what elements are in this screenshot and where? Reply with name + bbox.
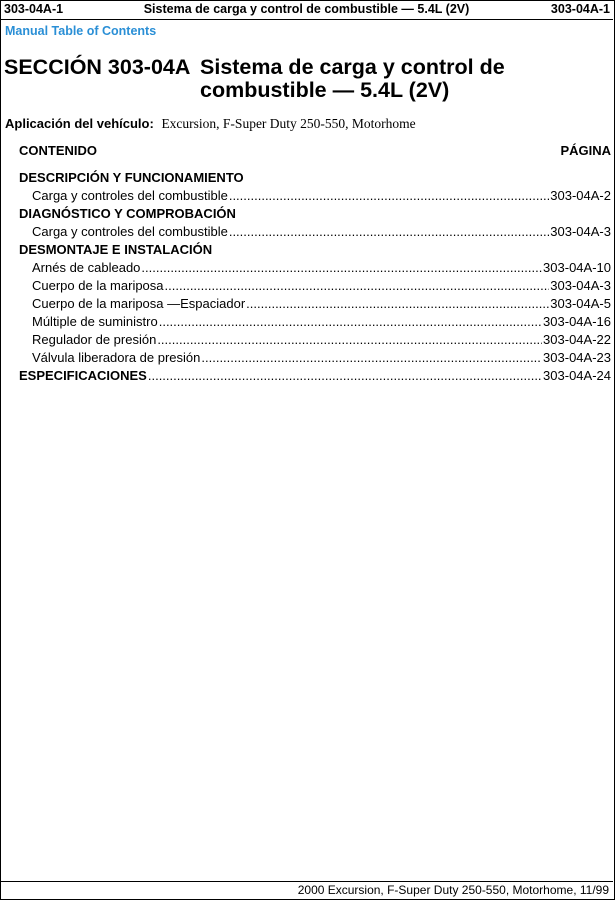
- header-title: Sistema de carga y control de combustible — 5.4L (2V): [143, 2, 470, 16]
- toc-entry[interactable]: [19, 331, 611, 349]
- toc-entry-label: Regulador de presión: [32, 332, 157, 347]
- header-page-right: 303-04A-1: [550, 2, 610, 16]
- page-header: [0, 0, 613, 20]
- toc-entry-page: 303-04A-3: [550, 278, 611, 293]
- toc-entry-page: 303-04A-23: [543, 350, 611, 365]
- toc-entry-page: 303-04A-5: [550, 296, 611, 311]
- toc-entry-label: Válvula liberadora de presión: [32, 350, 201, 365]
- vehicle-application: [5, 116, 416, 132]
- group-title-desmontaje: DESMONTAJE E INSTALACIÓN: [19, 242, 213, 257]
- toc-entry[interactable]: [19, 223, 611, 241]
- dot-leader: [246, 295, 549, 313]
- contents-header: [19, 143, 611, 163]
- page-footer: 2000 Excursion, F-Super Duty 250-550, Motorhome, 11/99: [297, 883, 609, 897]
- toc-entry-page: 303-04A-10: [543, 260, 611, 275]
- toc-entry-label: Múltiple de suministro: [32, 314, 158, 329]
- toc-entry-label: Cuerpo de la mariposa: [32, 278, 164, 293]
- vehicle-application-label: Aplicación del vehículo:: [5, 116, 154, 131]
- page-heading: PÁGINA: [560, 143, 611, 158]
- toc-entry[interactable]: [19, 349, 611, 367]
- dot-leader: [229, 187, 549, 205]
- toc-entry-label: Arnés de cableado: [32, 260, 141, 275]
- toc-entry-page: 303-04A-16: [543, 314, 611, 329]
- toc-entry-label: Cuerpo de la mariposa —Espaciador: [32, 296, 246, 311]
- footer-divider: [0, 881, 613, 882]
- dot-leader: [141, 259, 542, 277]
- manual-toc-link[interactable]: Manual Table of Contents: [5, 24, 157, 38]
- dot-leader: [159, 313, 542, 331]
- dot-leader: [201, 349, 542, 367]
- group-title-descripcion: DESCRIPCIÓN Y FUNCIONAMIENTO: [19, 170, 244, 185]
- toc-entry[interactable]: [19, 295, 611, 313]
- header-page-left: 303-04A-1: [4, 2, 64, 16]
- dot-leader: [157, 331, 542, 349]
- dot-leader: [229, 223, 549, 241]
- section-name: Sistema de carga y control de combustible — 5.4L (2V): [200, 55, 505, 102]
- contents-heading: CONTENIDO: [19, 143, 97, 158]
- section-number: SECCIÓN 303-04A: [4, 55, 191, 79]
- toc-entry-page: 303-04A-2: [550, 188, 611, 203]
- toc-entry[interactable]: [19, 187, 611, 205]
- dot-leader: [148, 367, 542, 385]
- toc-entry-page: 303-04A-24: [543, 368, 611, 383]
- toc-entry-page: 303-04A-22: [543, 332, 611, 347]
- toc-entry-page: 303-04A-3: [550, 224, 611, 239]
- group-title-diagnostico: DIAGNÓSTICO Y COMPROBACIÓN: [19, 206, 236, 221]
- toc-entry-label: ESPECIFICACIONES: [19, 368, 147, 383]
- toc-entry[interactable]: [19, 259, 611, 277]
- toc-entry-specifications[interactable]: [19, 367, 611, 385]
- vehicle-application-value: Excursion, F-Super Duty 250-550, Motorhome: [161, 116, 416, 131]
- toc-entry-label: Carga y controles del combustible: [32, 188, 228, 203]
- toc-entry[interactable]: [19, 277, 611, 295]
- toc-entry[interactable]: [19, 313, 611, 331]
- dot-leader: [165, 277, 550, 295]
- contents-table: [19, 143, 611, 385]
- toc-entry-label: Carga y controles del combustible: [32, 224, 228, 239]
